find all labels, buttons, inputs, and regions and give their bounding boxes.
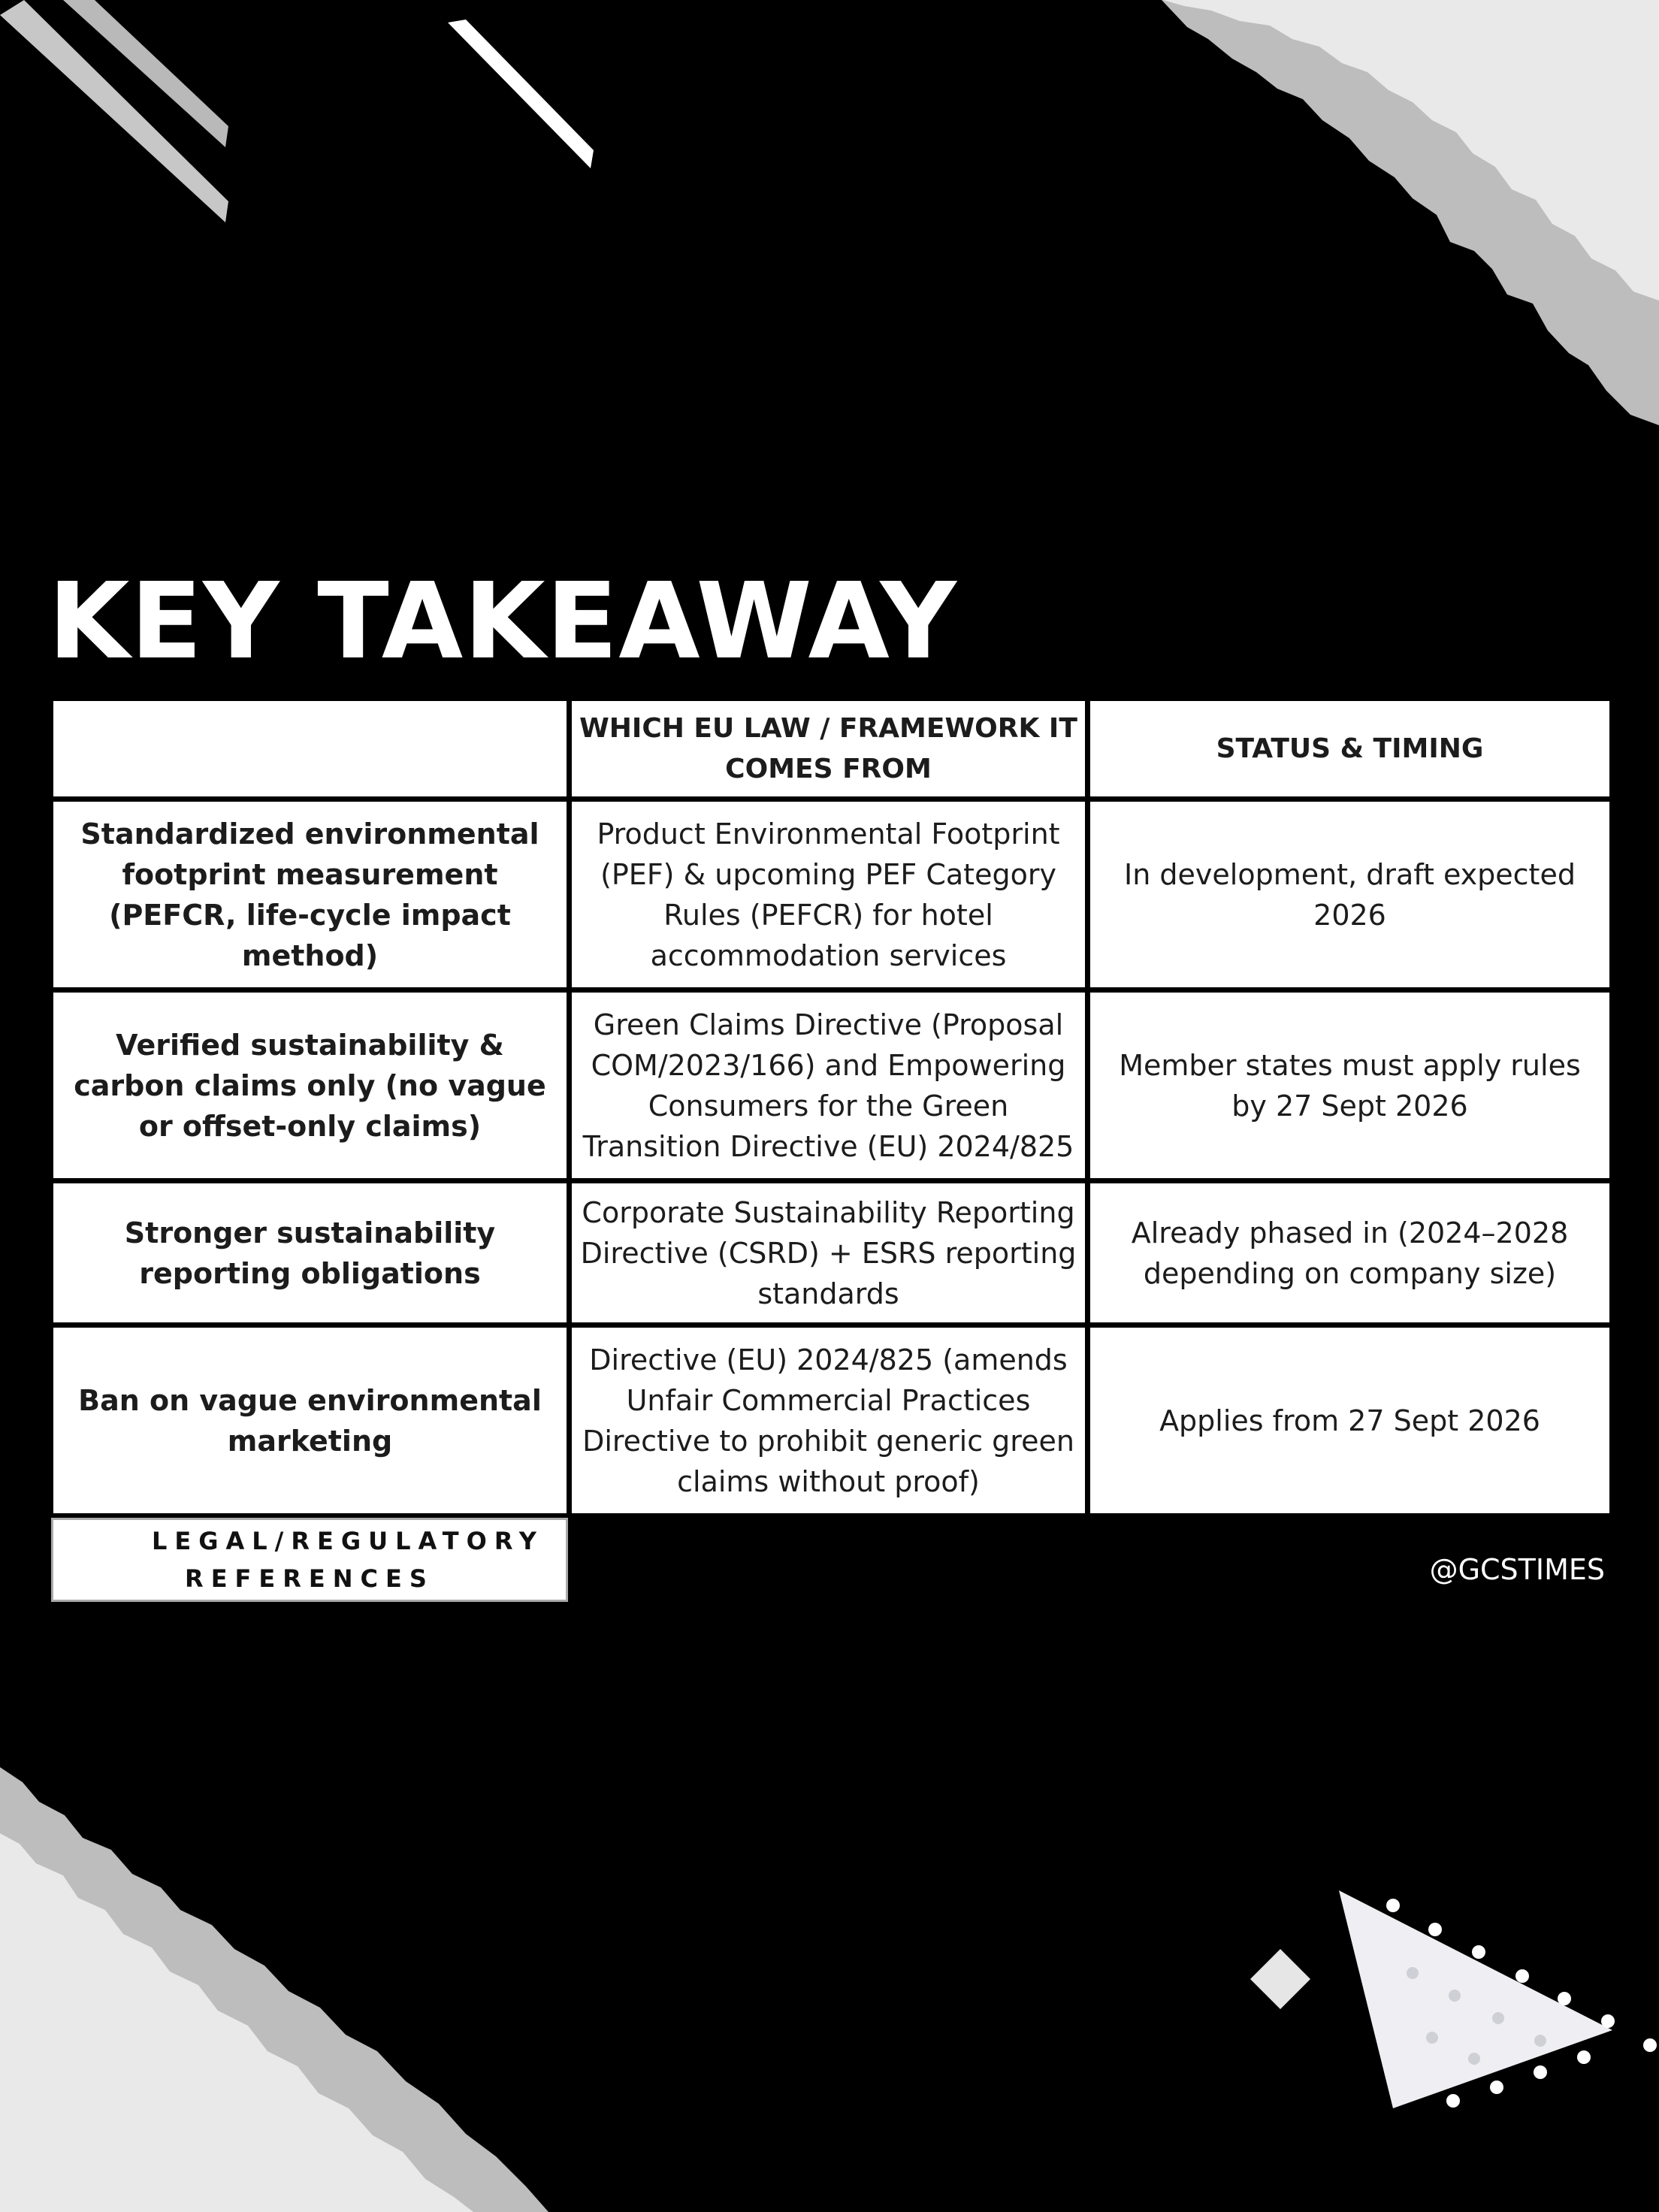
row-topic: Stronger sustainability reporting obligations	[51, 1181, 570, 1325]
row-topic: Verified sustainability & carbon claims only (no vague or offset-only claims)	[51, 990, 570, 1181]
table-row	[51, 799, 1612, 990]
row-status: In development, draft expected 2026	[1088, 799, 1612, 990]
references-label-box	[51, 1518, 568, 1602]
row-status: Applies from 27 Sept 2026	[1088, 1325, 1612, 1516]
header-cell-empty	[51, 699, 570, 799]
table-row	[51, 990, 1612, 1181]
page-title: KEY TAKEAWAY	[48, 561, 957, 683]
row-law: Product Environmental Footprint (PEF) & upcoming PEF Category Rules (PEFCR) for hotel accommodation services	[570, 799, 1088, 990]
references-label: LEGAL/REGULATORY REFERENCES	[152, 1527, 544, 1593]
takeaway-table	[48, 696, 1615, 1518]
social-handle: @GCSTIMES	[1429, 1553, 1605, 1586]
row-law: Corporate Sustainability Reporting Directive (CSRD) + ESRS reporting standards	[570, 1181, 1088, 1325]
row-status: Already phased in (2024–2028 depending on company size)	[1088, 1181, 1612, 1325]
torn-paper-bottom-left	[0, 1833, 473, 2212]
header-cell-law: WHICH EU LAW / FRAMEWORK IT COMES FROM	[570, 699, 1088, 799]
row-topic: Ban on vague environmental marketing	[51, 1325, 570, 1516]
table-row	[51, 1181, 1612, 1325]
triangle-shape	[1339, 1890, 1612, 2108]
row-topic: Standardized environmental footprint measurement (PEFCR, life-cycle impact method)	[51, 799, 570, 990]
diamond-shape	[1250, 1949, 1310, 2009]
diagonal-stripe-3	[448, 20, 594, 168]
header-cell-status: STATUS & TIMING	[1088, 699, 1612, 799]
table-header-row	[51, 699, 1612, 799]
row-law: Directive (EU) 2024/825 (amends Unfair Commercial Practices Directive to prohibit generic green claims without proof)	[570, 1325, 1088, 1516]
row-law: Green Claims Directive (Proposal COM/2023/166) and Empowering Consumers for the Green Transition Directive (EU) 2024/825	[570, 990, 1088, 1181]
row-status: Member states must apply rules by 27 Sept 2026	[1088, 990, 1612, 1181]
table-row	[51, 1325, 1612, 1516]
